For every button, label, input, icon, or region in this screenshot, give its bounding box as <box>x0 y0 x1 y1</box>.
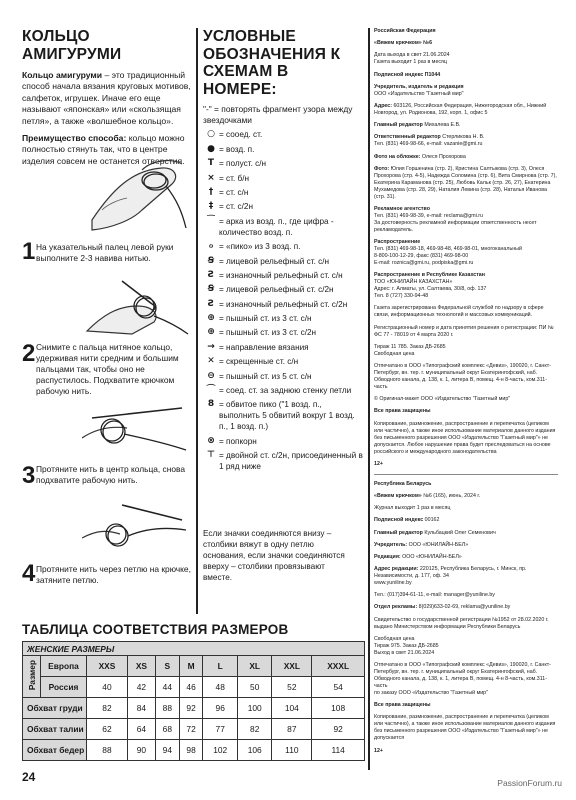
imprint-block <box>374 122 558 129</box>
measurement-label: Обхват груди <box>23 698 87 719</box>
imprint-block-heading: Распространение <box>374 239 421 246</box>
legend-symbol-icon: ✕ <box>207 356 215 367</box>
imprint-block <box>374 396 558 403</box>
legend-item <box>203 436 365 447</box>
imprint-block <box>374 493 558 500</box>
europe-label: Европа <box>41 656 87 677</box>
measurement-cell: 92 <box>179 698 203 719</box>
legend-item <box>203 327 365 338</box>
legend-item-text: = направление вязания <box>219 342 309 352</box>
measurement-label: Обхват бедер <box>23 740 87 761</box>
legend-item-text: = соед. ст. за заднюю стенку петли <box>219 386 352 396</box>
legend-symbol-icon: 8 <box>207 399 215 410</box>
imprint-block-text: Журнал выходит 1 раз в месяц <box>374 505 451 512</box>
imprint-block <box>374 517 558 524</box>
legend-title: УСЛОВНЫЕ ОБОЗНАЧЕНИЯ К СХЕМАМ В НОМЕРЕ: <box>203 28 341 98</box>
imprint-block <box>374 166 558 201</box>
step-4-illustration <box>82 490 192 555</box>
step-1-illustration <box>82 150 192 232</box>
imprint-block-text: Копирование, размножение, распространение и перепечатка (целиком или частично), а также иное использование материалов данного издания без письменного разрешения ООО «Издательство "Газетный мир"» не допускается <box>374 714 556 742</box>
legend-item-text: = ст. с/н <box>219 187 249 197</box>
amigurumi-intro <box>22 70 192 127</box>
legend-item-text: = арка из возд. п., где цифра - количество возд. п. <box>219 216 334 237</box>
measurement-cell: 108 <box>312 698 365 719</box>
imprint-block <box>374 408 558 415</box>
imprint-block-heading: Отдел рекламы: <box>374 604 418 611</box>
imprint-block-text: 220125, Республика Беларусь, г. Минск, пр. Независимости, д. 177, оф. 34 www.yuniline.by <box>374 566 527 587</box>
measurement-cell: 72 <box>179 719 203 740</box>
imprint-block-heading: 12+ <box>374 747 383 754</box>
step-2-number: 2 <box>22 340 36 367</box>
legend-symbol-icon: T <box>207 158 215 169</box>
europe-size-cell: XL <box>237 656 271 677</box>
imprint-block-text: Регистрационный номер и дата принятия решения о регистрации: ПИ № ФС 77 - 78019 от 4 марта 2020 г. <box>374 324 554 338</box>
legend-item-text: = ст. б/н <box>219 173 250 183</box>
amigurumi-title: КОЛЬЦО АМИГУРУМИ <box>22 28 122 63</box>
imprint-block-text: ООО «ЮНИЛАЙН-БЕЛ» <box>400 553 462 560</box>
imprint-block <box>374 305 558 319</box>
imprint-block-heading: Подписной индекс П1044 <box>374 71 441 78</box>
legend-item <box>203 256 365 267</box>
imprint-block-heading: Адрес редакции: <box>374 566 419 573</box>
column-divider-right <box>368 28 370 770</box>
measurement-cell: 84 <box>127 698 155 719</box>
europe-size-cell: M <box>179 656 203 677</box>
imprint-block <box>374 421 558 456</box>
legend-item <box>203 270 365 281</box>
step-1 <box>22 150 192 270</box>
imprint-block <box>374 636 558 657</box>
imprint-block-text: © Оригинал-макет ООО «Издательство "Газетный мир" <box>374 396 511 403</box>
legend-item <box>203 241 365 252</box>
europe-size-cell: XS <box>127 656 155 677</box>
imprint-block-text: 00162 <box>423 517 440 524</box>
imprint-block-heading: «Вяжем крючком» №6 <box>374 40 433 47</box>
legend-item <box>203 173 365 184</box>
measurement-cell: 62 <box>87 719 128 740</box>
europe-size-cell: XXL <box>272 656 312 677</box>
imprint-russia <box>374 28 558 468</box>
step-3 <box>22 398 192 498</box>
measurement-cell: 90 <box>127 740 155 761</box>
imprint-belarus <box>374 481 558 755</box>
step-3-number: 3 <box>22 462 36 489</box>
legend-symbol-icon: ℴ <box>208 241 214 252</box>
step-1-number: 1 <box>22 238 36 265</box>
table-row <box>23 698 365 719</box>
imprint-block-heading: Рекламное агентство <box>374 205 430 212</box>
imprint-block <box>374 662 558 697</box>
imprint-block-text: Тел. (831) 469-98-18, 469-98-48, 469-98-01, многоканальный 8-800-100-12-29, факс (831) 469-98-00 E-mail: roznica@gmi.ru, podpiska@gmi.ru <box>374 246 522 267</box>
russia-size-cell: 52 <box>272 677 312 698</box>
imprint-block-heading: Все права защищены <box>374 408 431 415</box>
europe-size-cell: L <box>203 656 237 677</box>
legend-symbol-icon: † <box>208 186 214 197</box>
measurement-cell: 94 <box>155 740 179 761</box>
legend-item <box>203 385 365 396</box>
measurement-cell: 88 <box>87 740 128 761</box>
legend-note: Если значки соединяются внизу – столбики вяжут в одну петлю основания, если значки соединяются вверху – столбики провязывают вместе. <box>203 529 345 582</box>
imprint-block-heading: Распространение в Республике Казахстан <box>374 272 485 279</box>
imprint-block-text: Копирование, размножение, распространение и перепечатка (целиком или частично), а также иное использование материалов данного издания без письменного разрешения ООО «Издательство "Газетный мир"» не допускается. Любое нарушение права будет преследоваться на основе российского и международного законодательства <box>374 420 556 455</box>
table-row-russia <box>23 677 365 698</box>
legend-item <box>203 187 365 198</box>
legend-item-text: = сооед. ст. <box>219 130 263 140</box>
imprint-block-heading: Главный редактор <box>374 529 423 536</box>
legend-symbol-icon: ⊤ <box>206 450 216 461</box>
russia-label: Россия <box>41 677 87 698</box>
imprint-block <box>374 461 558 468</box>
legend-symbol-icon: ‡ <box>208 201 214 212</box>
imprint-block <box>374 714 558 742</box>
imprint-separator <box>374 474 558 475</box>
measurement-label: Обхват талии <box>23 719 87 740</box>
imprint-block-heading: Подписной индекс <box>374 517 424 524</box>
russia-size-cell: 44 <box>155 677 179 698</box>
table-row <box>23 719 365 740</box>
imprint-block <box>374 239 558 267</box>
imprint-block-heading: Главный редактор <box>374 122 423 129</box>
imprint-block-text: Газета зарегистрирована Федеральной службой по надзору в сфере связи, информационных технологий и массовых коммуникаций. <box>374 305 544 319</box>
legend-item-text: = ст. с/2н <box>219 202 253 212</box>
legend-item-text: = обвитое пико ("1 возд. п., выполнить 5 обвитий вокруг 1 возд. п., 1 возд. п.) <box>219 400 355 432</box>
step-2-illustration <box>82 276 192 338</box>
legend-item <box>203 342 365 353</box>
measurement-cell: 82 <box>237 719 271 740</box>
imprint-block <box>374 592 558 599</box>
legend-symbol-icon: ⊕ <box>207 313 215 324</box>
amigurumi-advantage-bold: Преимущество способа: <box>22 133 127 144</box>
legend-symbol-icon: ⁀ <box>207 215 215 226</box>
imprint-block-heading: 12+ <box>374 460 383 467</box>
russia-size-cell: 50 <box>237 677 271 698</box>
imprint-block <box>374 154 558 161</box>
imprint-block <box>374 702 558 709</box>
amigurumi-section <box>22 28 192 167</box>
table-row-europe <box>23 656 365 677</box>
imprint-block <box>374 40 558 47</box>
measurement-cell: 68 <box>155 719 179 740</box>
europe-size-cell: XXXL <box>312 656 365 677</box>
imprint-block-text: 603126, Российская Федерация, Нижегородская обл., Нижний Новгород, ул. Родионова, 192, корп. 1, офис 5 <box>374 102 547 116</box>
imprint-block <box>374 542 558 549</box>
legend-item-text: = лицевой рельефный ст. с/н <box>219 256 330 266</box>
imprint-block-text: Кульбацкий Олег Семенович <box>422 529 496 536</box>
legend-item-text: = пышный ст. из 5 ст. с/н <box>219 371 312 381</box>
legend-symbol-icon: → <box>207 341 215 352</box>
measurement-cell: 92 <box>312 719 365 740</box>
legend-item <box>203 356 365 367</box>
measurement-cell: 77 <box>203 719 237 740</box>
legend-symbol-icon: ⌒ <box>206 385 216 396</box>
imprint-block-heading: Фото: <box>374 165 390 172</box>
legend-symbol-icon: Ꞩ <box>207 284 215 295</box>
legend-item-text: = «пико» из 3 возд. п. <box>219 242 301 252</box>
legend-item <box>203 399 365 432</box>
imprint-block-text: Тел.: (017)394-61-11, e-mail: manager@yuniline.by <box>374 592 495 599</box>
size-table-title: ТАБЛИЦА СООТВЕТСТВИЯ РАЗМЕРОВ <box>22 622 289 637</box>
page-number: 24 <box>22 770 36 784</box>
imprint-block <box>374 325 558 339</box>
legend-item-text: = попкорн <box>219 436 257 446</box>
imprint-block <box>374 103 558 117</box>
legend-item-text: = изнаночный рельефный ст. с/н <box>219 270 343 280</box>
size-side-label: Размер <box>26 660 37 691</box>
measurement-cell: 64 <box>127 719 155 740</box>
imprint-block-text: Отпечатано в ООО «Типографский комплекс «Девиз», 190020, г. Санкт-Петербург, вн. тер. г. муниципальный округ Екатерингофский, наб. Обводного канала, д. 138, к. 1, литера В, помещ. 4-н 8-часть, ком.311-часть по заказу ООО «Издательство "Газетный мир" <box>374 662 551 696</box>
imprint-block <box>374 134 558 148</box>
imprint-block-text: Стерликова Н. В. Тел. (831) 469-98-66, e-mail: vazanie@gmi.ru <box>374 134 485 148</box>
legend-item <box>203 129 365 140</box>
size-table-subhead: ЖЕНСКИЕ РАЗМЕРЫ <box>23 642 365 656</box>
measurement-cell: 102 <box>203 740 237 761</box>
imprint-block-text: ТОО «ЮНИЛАЙН КАЗАХСТАН» Адрес: г. Алматы, ул. Салтаева, 30/8, оф. 137 Тел. 8 (727) 330-94-48 <box>374 279 487 300</box>
watermark: PassionForum.ru <box>497 778 562 788</box>
size-table <box>22 641 365 761</box>
imprint-block <box>374 617 558 631</box>
step-4 <box>22 490 192 600</box>
imprint-block-heading: Ответственный редактор <box>374 134 441 141</box>
legend-item-text: = полуст. с/н <box>219 159 267 169</box>
table-row <box>23 740 365 761</box>
imprint-block-heading: «Вяжем крючком» <box>374 492 422 499</box>
step-4-number: 4 <box>22 560 36 587</box>
imprint-block-heading: Республика Беларусь <box>374 480 432 487</box>
legend-item <box>203 284 365 295</box>
imprint-block <box>374 52 558 66</box>
imprint-block <box>374 206 558 234</box>
legend-item-text: = пышный ст. из 3 ст. с/2н <box>219 328 317 338</box>
measurement-cell: 100 <box>237 698 271 719</box>
column-divider-left <box>196 28 198 614</box>
imprint-section <box>374 28 558 760</box>
imprint-block-text: Тираж 11 785. Заказ ДБ-2685 Свободная цена <box>374 343 446 357</box>
imprint-block <box>374 566 558 587</box>
legend-item-text: = двойной ст. с/2н, присоединенный в 1 ряд ниже <box>219 451 363 472</box>
imprint-block-text: Юлия Горшенина (стр. 2), Кристина Салтыкова (стр. 3), Олеся Прохорова (стр. 4-5), Надежда Соломина (стр. 6), Вита Смирнова (стр. 7), Екатерина Караманова (стр. 25), Любовь Кальк (стр. 26, 27), Екатерина Мухамедова (стр. 28, 29), Наталия Левина (стр. 28), Наталья Иванова (стр. 31). <box>374 165 557 200</box>
legend-symbol-icon: ○ <box>207 129 215 140</box>
legend-item <box>203 371 365 382</box>
imprint-block <box>374 28 558 35</box>
legend-item <box>203 216 365 238</box>
russia-size-cell: 48 <box>203 677 237 698</box>
legend-symbol-icon: ⊖ <box>207 370 215 381</box>
imprint-block <box>374 505 558 512</box>
russia-size-cell: 42 <box>127 677 155 698</box>
legend-symbol-list <box>203 129 365 472</box>
legend-symbol-icon: × <box>207 172 215 183</box>
amigurumi-intro-text: – это традиционный способ начала вязания круговых мотивов, салфеток, игрушек. Иначе его еще называют «японская» или «скользящая петля», а также «волшебное кольцо». <box>22 70 191 126</box>
imprint-block-text: Олеся Прохорова <box>420 153 466 160</box>
legend-section <box>203 28 365 608</box>
measurement-cell: 82 <box>87 698 128 719</box>
europe-size-cell: XXS <box>87 656 128 677</box>
step-1-text: На указательный палец левой руки выполните 2-3 навива нитью. <box>36 242 174 263</box>
russia-size-cell: 54 <box>312 677 365 698</box>
imprint-block <box>374 530 558 537</box>
measurement-cell: 96 <box>203 698 237 719</box>
legend-item <box>203 299 365 310</box>
imprint-block <box>374 72 558 79</box>
size-side-label-cell <box>23 656 41 698</box>
imprint-block <box>374 272 558 300</box>
legend-symbol-icon: Ƨ <box>207 269 215 280</box>
step-3-illustration <box>82 398 192 458</box>
legend-symbol-icon: ⊕ <box>207 327 215 338</box>
imprint-block-heading: Учредитель, издатель и редакция <box>374 83 464 90</box>
legend-item-text: = пышный ст. из 3 ст. с/н <box>219 314 312 324</box>
imprint-block <box>374 84 558 98</box>
legend-item <box>203 450 365 472</box>
legend-symbol-icon: ● <box>207 143 215 154</box>
legend-symbol-icon: Ꞩ <box>207 255 215 266</box>
measurement-cell: 110 <box>272 740 312 761</box>
imprint-block <box>374 363 558 391</box>
step-2 <box>22 276 192 401</box>
measurement-cell: 98 <box>179 740 203 761</box>
russia-size-cell: 46 <box>179 677 203 698</box>
imprint-block-heading: Редакция: <box>374 553 401 560</box>
imprint-block-text: ООО «Издательство "Газетный мир" <box>374 90 464 97</box>
imprint-block-heading: Все права защищены <box>374 702 431 709</box>
measurement-cell: 88 <box>155 698 179 719</box>
europe-size-cell: S <box>155 656 179 677</box>
legend-item-text: = лицевой рельефный ст. с/2н <box>219 285 334 295</box>
legend-item-text: = возд. п. <box>219 144 255 154</box>
amigurumi-advantage-text: кольцо можно полностью стянуть так, что в центре изделия совсем не останется отверстия. <box>22 133 185 166</box>
imprint-block-heading: Учредитель: <box>374 541 408 548</box>
measurement-cell: 87 <box>272 719 312 740</box>
legend-symbol-icon: ⊗ <box>207 435 215 446</box>
imprint-block-heading: Адрес: <box>374 102 393 109</box>
legend-item <box>203 313 365 324</box>
imprint-block <box>374 344 558 358</box>
legend-item-text: = изнаночный рельефный ст. с/2н <box>219 299 348 309</box>
measurement-cell: 104 <box>272 698 312 719</box>
legend-symbol-icon: Ƨ <box>207 298 215 309</box>
legend-item-text: = скрещенные ст. с/н <box>219 357 299 367</box>
imprint-block-text: Свидетельство о государственной регистрации №1952 от 28.02.2020 г. выдано Министерством информации Республики Беларусь <box>374 616 549 630</box>
imprint-block-text: Михалева Е.В. <box>422 122 461 129</box>
legend-intro: "-" = повторять фрагмент узора между звездочками <box>203 104 353 125</box>
imprint-block <box>374 481 558 488</box>
measurement-cell: 106 <box>237 740 271 761</box>
imprint-block-text: Дата выхода в свет 21.06.2024 Газета выходит 1 раз в месяц <box>374 52 450 66</box>
imprint-block <box>374 748 558 755</box>
amigurumi-intro-bold: Кольцо амигуруми <box>22 70 103 80</box>
imprint-block-text: №6 (165), июнь, 2024 г. <box>421 492 481 499</box>
legend-item <box>203 158 365 169</box>
imprint-block-heading: Российская Федерация <box>374 28 436 34</box>
legend-item <box>203 201 365 212</box>
imprint-block-text: ООО «ЮНИЛАЙН-БЕЛ» <box>407 541 469 548</box>
imprint-block-text: 8(029)633-02-69, reklama@yuniline.by <box>417 604 511 611</box>
step-4-text: Протяните нить через петлю на крючке, затяните петлю. <box>36 564 191 585</box>
imprint-block-text: Отпечатано в ООО «Типографский комплекс «Девиз», 190020, г. Санкт-Петербург, вн. тер. г. муниципальный округ Екатерингофский, наб. Обводного канала, д. 138, к. 1, литера В, помещ. 4-н 8-часть, ком.311-часть <box>374 363 551 390</box>
imprint-block-heading: Фото на обложке: <box>374 153 421 160</box>
russia-size-cell: 40 <box>87 677 128 698</box>
step-3-text: Протяните нить в центр кольца, снова подхватите рабочую нить. <box>36 464 186 485</box>
imprint-block <box>374 604 558 611</box>
measurement-cell: 114 <box>312 740 365 761</box>
imprint-block <box>374 554 558 561</box>
legend-item <box>203 144 365 155</box>
step-2-text: Снимите с пальца нитяное кольцо, удерживая нити средним и большим пальцами так, чтобы оно не распустилось. Подхватите крючком рабочую нить. <box>36 342 179 396</box>
imprint-block-text: Тел. (831) 469-98-39, e-mail: reclama@gmi.ru За достоверность рекламной информации ответственность несет рекламодатель. <box>374 212 537 233</box>
imprint-block-text: Свободная цена Тираж 975. Заказ ДБ-2685 Выход в свет 21.06.2024 <box>374 635 439 656</box>
